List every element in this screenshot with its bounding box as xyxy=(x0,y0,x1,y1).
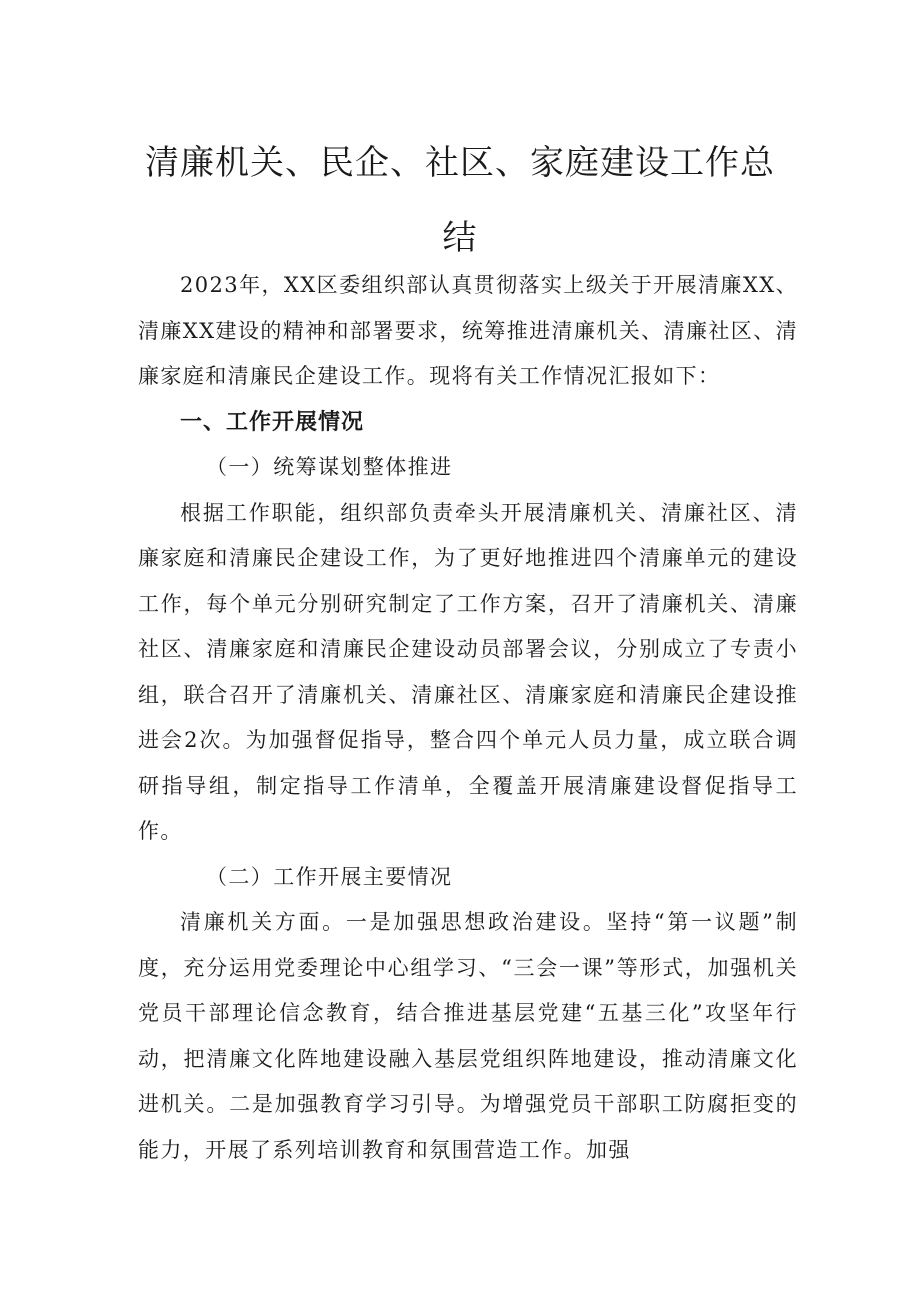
section-heading-1: 一、工作开展情况 xyxy=(180,409,365,435)
document-title-line-2: 结 xyxy=(442,218,478,258)
subsection-heading-2: （二）工作开展主要情况 xyxy=(206,864,453,889)
body-paragraph-1: 根据工作职能，组织部负责牵头开展清廉机关、清廉社区、清廉家庭和清廉民企建设工作，为了更好地推进四个清廉单元的建设工作，每个单元分别研究制定了工作方案，召开了清廉机关、清廉社区、清廉家庭和清廉民企建设动员部署会议，分别成立了专责小组，联合召开了清廉机关、清廉社区、清廉家庭和清廉民企建设推进会2次。为加强督促指导，整合四个单元人员力量，成立联合调研指导组，制定指导工作清单，全覆盖开展清廉建设督促指导工作。 xyxy=(138,500,798,843)
intro-paragraph: 2023年，XX区委组织部认真贯彻落实上级关于开展清廉XX、清廉XX建设的精神和部署要求，统筹推进清廉机关、清廉社区、清廉家庭和清廉民企建设工作。现将有关工作情况汇报如下： xyxy=(138,273,798,388)
document-body xyxy=(138,263,798,1173)
subsection-heading-1: （一）统筹谋划整体推进 xyxy=(206,455,453,479)
document-title-line-1: 清廉机关、民企、社区、家庭建设工作总 xyxy=(145,143,775,183)
body-paragraph-2: 清廉机关方面。一是加强思想政治建设。坚持“第一议题”制度，充分运用党委理论中心组学习、“三会一课”等形式，加强机关党员干部理论信念教育，结合推进基层党建“五基三化”攻坚年行动，把清廉文化阵地建设融入基层党组织阵地建设，推动清廉文化进机关。二是加强教育学习引导。为增强党员干部职工防腐拒变的能力，开展了系列培训教育和氛围营造工作。加强 xyxy=(138,910,798,1162)
